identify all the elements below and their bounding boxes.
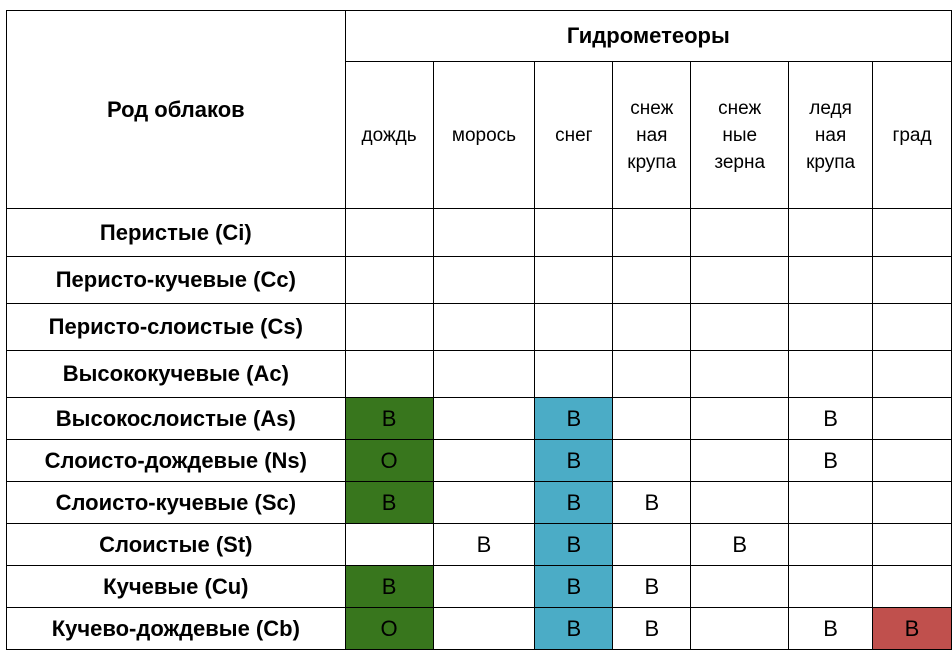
table-cell: В [789,440,873,482]
hail-cell: В [873,608,952,650]
table-cell [613,257,691,304]
table-cell [691,351,789,398]
cloud-type-label: Слоисто-дождевые (Ns) [7,440,346,482]
column-header-drizzle: морось [433,62,535,209]
table-row [7,398,952,440]
table-row [7,608,952,650]
table-cell [433,566,535,608]
snow-cell: В [535,398,613,440]
table-cell [345,524,433,566]
table-row [7,209,952,257]
table-cell [873,304,952,351]
rain-cell: В [345,398,433,440]
cloud-type-label: Перистые (Ci) [7,209,346,257]
cloud-type-label: Высококучевые (Ac) [7,351,346,398]
table-cell [433,482,535,524]
table-row [7,482,952,524]
table-row [7,440,952,482]
table-cell: В [691,524,789,566]
table-cell [873,566,952,608]
table-cell [873,209,952,257]
table-cell [613,524,691,566]
cloud-type-label: Слоистые (St) [7,524,346,566]
table-cell [873,257,952,304]
cloud-type-label: Перисто-кучевые (Cc) [7,257,346,304]
table-cell [613,304,691,351]
column-header-rain: дождь [345,62,433,209]
table-cell: В [613,482,691,524]
table-cell [613,209,691,257]
table-cell [873,440,952,482]
table-cell [691,257,789,304]
table-cell [345,351,433,398]
table-cell [535,304,613,351]
table-row [7,524,952,566]
table-cell: В [789,608,873,650]
cloud-type-label: Кучевые (Cu) [7,566,346,608]
column-header-hail: град [873,62,952,209]
table-cell [535,351,613,398]
snow-cell: В [535,440,613,482]
table-cell [433,398,535,440]
snow-cell: В [535,566,613,608]
table-cell [433,440,535,482]
table-cell [691,398,789,440]
column-header-ice-pellets: ледя ная крупа [789,62,873,209]
table-row [7,304,952,351]
table-cell [345,257,433,304]
table-cell: В [613,566,691,608]
column-header-snow-pellets: снеж ная крупа [613,62,691,209]
snow-cell: В [535,608,613,650]
table-cell: В [789,398,873,440]
table-row [7,351,952,398]
table-cell [873,398,952,440]
table-row [7,257,952,304]
table-row [7,566,952,608]
table-cell [535,257,613,304]
table-cell [613,440,691,482]
rain-cell: В [345,566,433,608]
table-cell [433,257,535,304]
table-cell [873,351,952,398]
table-cell [873,482,952,524]
table-cell: В [433,524,535,566]
table-cell [691,566,789,608]
table-cell [345,304,433,351]
table-cell [433,608,535,650]
rain-cell: О [345,608,433,650]
table-cell [789,351,873,398]
rain-cell: В [345,482,433,524]
snow-cell: В [535,524,613,566]
table-cell [691,608,789,650]
table-cell [691,482,789,524]
table-cell: В [613,608,691,650]
table-cell [873,524,952,566]
snow-cell: В [535,482,613,524]
cloud-type-label: Слоисто-кучевые (Sc) [7,482,346,524]
cloud-type-label: Кучево-дождевые (Cb) [7,608,346,650]
table-cell [535,209,613,257]
cloud-type-label: Высокослоистые (As) [7,398,346,440]
table-cell [691,304,789,351]
table-cell [613,398,691,440]
table-cell [789,257,873,304]
group-header-label: Гидрометеоры [345,11,951,62]
row-header-label: Род облаков [7,11,346,209]
column-header-snow-grains: снеж ные зерна [691,62,789,209]
table-cell [433,209,535,257]
cloud-type-label: Перисто-слоистые (Cs) [7,304,346,351]
table-cell [789,304,873,351]
table-cell [433,351,535,398]
table-cell [789,524,873,566]
table-cell [789,482,873,524]
table-cell [789,566,873,608]
column-header-snow: снег [535,62,613,209]
table-cell [691,440,789,482]
table-cell [613,351,691,398]
table-cell [433,304,535,351]
table-cell [789,209,873,257]
table-cell [691,209,789,257]
cloud-precipitation-table [6,10,952,650]
table-cell [345,209,433,257]
rain-cell: О [345,440,433,482]
